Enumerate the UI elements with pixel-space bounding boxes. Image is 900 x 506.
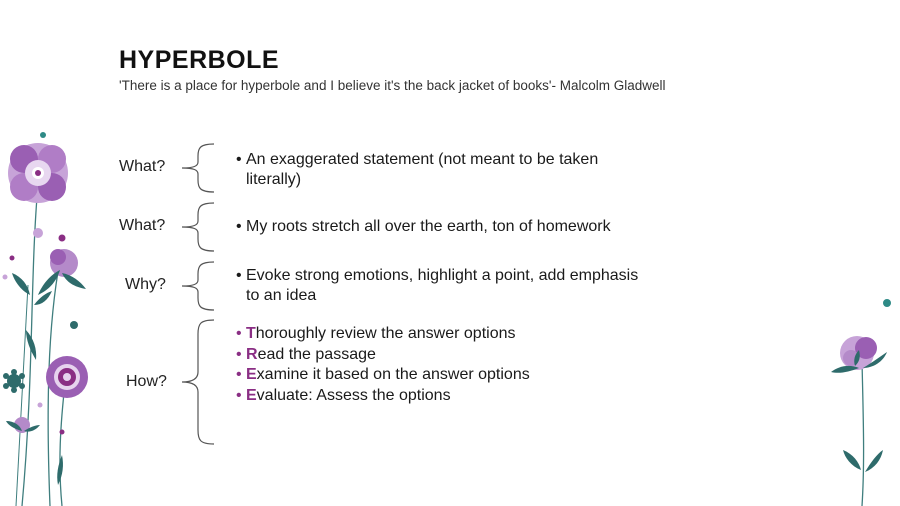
how-list [236, 324, 530, 406]
row-label-how: How? [126, 373, 167, 390]
page-title: HYPERBOLE [119, 46, 280, 74]
how-item-2: • Read the passage [236, 345, 376, 363]
floral-decoration-right-icon [825, 290, 900, 506]
row-label-what-2: What? [119, 217, 166, 234]
curly-brace-icon [178, 142, 218, 194]
how-item-1: • Thoroughly review the answer options [236, 325, 516, 342]
curly-brace-icon [178, 260, 218, 312]
row-text-3b: to an idea [246, 287, 317, 304]
quote-subtitle: 'There is a place for hyperbole and I believe it's the back jacket of books'- Malcolm Gladwell [119, 78, 666, 93]
row-content-3: • Evoke strong emotions, highlight a point, add emphasis to an idea [236, 267, 639, 304]
row-text-3a: Evoke strong emotions, highlight a point, add emphasis [246, 267, 639, 284]
row-content-2: • My roots stretch all over the earth, ton of homework [236, 218, 611, 235]
curly-brace-icon [178, 201, 218, 253]
how-item-3: • Examine it based on the answer options [236, 366, 530, 383]
floral-decoration-left-icon [0, 125, 110, 506]
row-label-why: Why? [125, 276, 166, 293]
curly-brace-icon [178, 318, 218, 448]
row-text-2a: My roots stretch all over the earth, ton of homework [246, 218, 611, 235]
row-text-1b: literally) [246, 171, 302, 188]
row-label-what-1: What? [119, 158, 166, 175]
how-item-4: • Evaluate: Assess the options [236, 386, 451, 404]
row-text-1a: An exaggerated statement (not meant to be taken [246, 151, 599, 168]
row-content-1: • An exaggerated statement (not meant to be taken literally) [236, 151, 599, 188]
